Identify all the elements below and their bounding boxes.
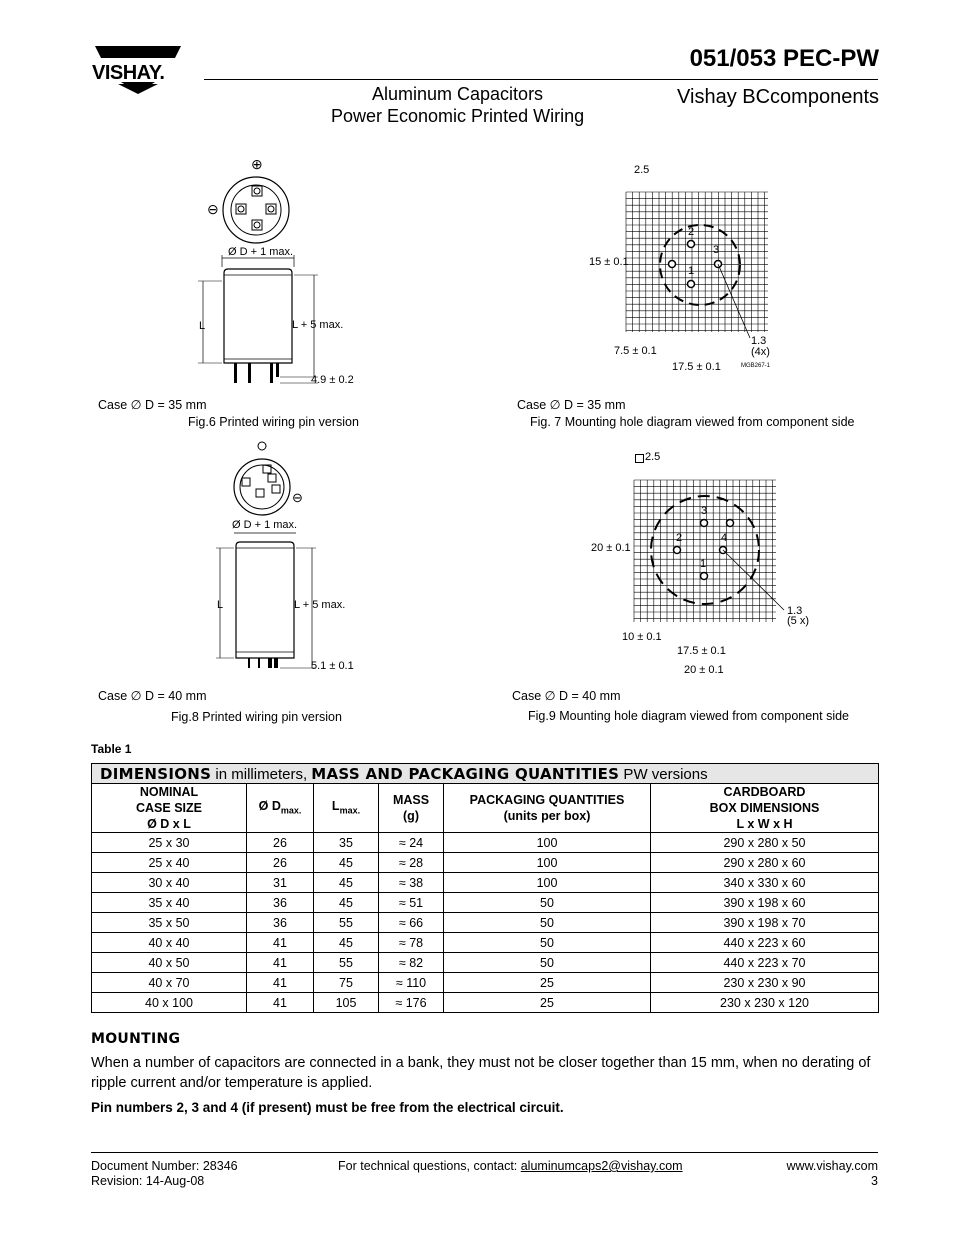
col-header-diameter: Ø $D_{max.}$ [247, 784, 314, 833]
table-cell: 440 x 223 x 70 [651, 953, 879, 973]
fig6-caption: Fig.6 Printed wiring pin version [188, 415, 359, 429]
table-row [92, 913, 879, 933]
table-cell: 390 x 198 x 70 [651, 913, 879, 933]
fig7-pin-2: 2 [688, 226, 695, 238]
fig9-x3-dim: 20 ± 0.1 [684, 664, 724, 676]
table-row [92, 833, 879, 853]
col-header-mass: MASS (g) [379, 784, 444, 833]
table-cell: 230 x 230 x 90 [651, 973, 879, 993]
table-cell: ≈ 78 [379, 933, 444, 953]
table-cell: ≈ 51 [379, 893, 444, 913]
fig7-pitch: 2.5 [634, 164, 650, 176]
doc-number: Document Number: 28346 [91, 1159, 238, 1173]
table-row [92, 993, 879, 1013]
fig8-length-max-label: L + 5 max. [294, 599, 346, 611]
fig9-hole-count: (5 x) [787, 615, 809, 627]
fig6-drawing [190, 155, 360, 400]
fig9-pin-3: 3 [701, 505, 708, 517]
table-cell: 41 [247, 933, 314, 953]
table-cell: 26 [247, 853, 314, 873]
table-row [92, 953, 879, 973]
dimensions-table [91, 763, 879, 1013]
table-cell: 36 [247, 893, 314, 913]
fig8-pin-label: 5.1 ± 0.1 [311, 660, 354, 672]
table-cell: ≈ 176 [379, 993, 444, 1013]
col-header-case-size: NOMINAL CASE SIZE Ø D x L [92, 784, 247, 833]
fig7-x1-dim: 7.5 ± 0.1 [614, 345, 657, 357]
fig9-pin-2: 2 [676, 532, 683, 544]
fig6-diameter-label: Ø D + 1 max. [228, 246, 294, 258]
fig7-caption: Fig. 7 Mounting hole diagram viewed from component side [530, 415, 855, 429]
fig9-pitch: 2.5 [645, 451, 661, 463]
footer-rule [91, 1152, 878, 1153]
table-cell: 50 [444, 893, 651, 913]
table-cell: 50 [444, 953, 651, 973]
table-cell: 40 x 40 [92, 933, 247, 953]
mounting-text: When a number of capacitors are connected in a bank, they must not be closer together than 15 mm, when no derating of ripple current and/or temperature is applied. [91, 1055, 871, 1091]
table-cell: 105 [314, 993, 379, 1013]
header-subtitle-2: Power Economic Printed Wiring [331, 106, 585, 126]
contact-prefix: For technical questions, contact: [338, 1159, 521, 1173]
table-cell: ≈ 24 [379, 833, 444, 853]
fig7-x2-dim: 17.5 ± 0.1 [672, 361, 721, 373]
mounting-heading: MOUNTING [91, 1031, 181, 1047]
header-rule [204, 79, 878, 80]
fig6-pin-label: 4.9 ± 0.2 [311, 374, 354, 386]
table-row [92, 873, 879, 893]
fig9-x1-dim: 10 ± 0.1 [622, 631, 662, 643]
fig9-hole-size: 1.3 [787, 605, 803, 617]
col-header-box: CARDBOARD BOX DIMENSIONS L x W x H [651, 784, 879, 833]
table-cell: 230 x 230 x 120 [651, 993, 879, 1013]
company-name: Vishay BCcomponents [677, 86, 879, 108]
table-cell: 25 [444, 973, 651, 993]
table-cell: 35 x 40 [92, 893, 247, 913]
fig6-plus-terminal: ⊕ [251, 156, 263, 172]
fig6-length-max-label: L + 5 max. [292, 319, 344, 331]
fig6-case-label: Case ∅ D = 35 mm [98, 398, 207, 412]
table-cell: ≈ 110 [379, 973, 444, 993]
table-cell: ≈ 66 [379, 913, 444, 933]
page-number: 3 [871, 1174, 878, 1188]
table-cell: ≈ 82 [379, 953, 444, 973]
contact-line [338, 1159, 683, 1174]
contact-email-link[interactable]: aluminumcaps2@vishay.com [520, 1159, 683, 1173]
table-cell: 100 [444, 853, 651, 873]
col-header-packaging: PACKAGING QUANTITIES (units per box) [444, 784, 651, 833]
table-cell: 25 [444, 993, 651, 1013]
fig7-y-dim: 15 ± 0.1 [589, 256, 629, 268]
fig8-diameter-label: Ø D + 1 max. [232, 519, 298, 531]
table-cell: 100 [444, 873, 651, 893]
table-cell: 440 x 223 x 60 [651, 933, 879, 953]
table-cell: 50 [444, 913, 651, 933]
fig7-hole-count: (4x) [751, 346, 770, 358]
fig9-pin-1: 1 [700, 558, 707, 570]
table-cell: 75 [314, 973, 379, 993]
table-cell: 55 [314, 913, 379, 933]
col-header-length: $L_{max.}$ [314, 784, 379, 833]
table-label: Table 1 [91, 742, 132, 756]
table-cell: 31 [247, 873, 314, 893]
table-cell: 35 x 50 [92, 913, 247, 933]
table-cell: 45 [314, 933, 379, 953]
table-cell: 50 [444, 933, 651, 953]
header-subtitle-1: Aluminum Capacitors [372, 84, 544, 104]
fig7-hole-size: 1.3 [751, 335, 767, 347]
fig6-minus-terminal: ⊖ [207, 201, 219, 217]
table-cell: 25 x 40 [92, 853, 247, 873]
table-row [92, 853, 879, 873]
fig9-caption: Fig.9 Mounting hole diagram viewed from component side [528, 709, 850, 723]
fig8-case-label: Case ∅ D = 40 mm [98, 689, 207, 703]
table-row [92, 893, 879, 913]
website-link[interactable]: www.vishay.com [786, 1159, 878, 1173]
table-row [92, 933, 879, 953]
table-cell: 340 x 330 x 60 [651, 873, 879, 893]
table-cell: 41 [247, 993, 314, 1013]
fig9-y-dim: 20 ± 0.1 [591, 542, 631, 554]
fig6-length-label: L [199, 320, 206, 332]
fig7-pin-1: 1 [688, 265, 695, 277]
part-number: 051/053 PEC-PW [689, 45, 879, 72]
table-cell: 100 [444, 833, 651, 853]
fig7-code: MGB267-1 [741, 363, 771, 369]
table-cell: 390 x 198 x 60 [651, 893, 879, 913]
fig9-case-label: Case ∅ D = 40 mm [512, 689, 621, 703]
table-cell: 41 [247, 953, 314, 973]
table-cell: 36 [247, 913, 314, 933]
fig9-pitch-square [635, 454, 644, 463]
table-cell: 40 x 70 [92, 973, 247, 993]
table-cell: 290 x 280 x 50 [651, 833, 879, 853]
table-cell: 25 x 30 [92, 833, 247, 853]
table-cell: 45 [314, 893, 379, 913]
fig7-pin-3: 3 [713, 244, 720, 256]
fig8-caption: Fig.8 Printed wiring pin version [171, 710, 342, 724]
table-row [92, 973, 879, 993]
table-cell: 30 x 40 [92, 873, 247, 893]
fig7-case-label: Case ∅ D = 35 mm [517, 398, 626, 412]
table-cell: ≈ 38 [379, 873, 444, 893]
table-cell: 45 [314, 873, 379, 893]
fig9-x2-dim: 17.5 ± 0.1 [677, 645, 726, 657]
table-cell: 45 [314, 853, 379, 873]
fig8-length-label: L [217, 599, 224, 611]
table-cell: 35 [314, 833, 379, 853]
table-body [92, 833, 879, 1013]
table-cell: 40 x 50 [92, 953, 247, 973]
table-cell: ≈ 28 [379, 853, 444, 873]
table-cell: 41 [247, 973, 314, 993]
table-cell: 290 x 280 x 60 [651, 853, 879, 873]
table-cell: 55 [314, 953, 379, 973]
revision: Revision: 14-Aug-08 [91, 1174, 205, 1188]
mounting-bold-text: Pin numbers 2, 3 and 4 (if present) must be free from the electrical circuit. [91, 1100, 564, 1115]
table-title: DIMENSIONS in millimeters, MASS AND PACKAGING QUANTITIES PW versions [92, 764, 879, 784]
brand-name: VISHAY. [92, 62, 165, 84]
table-cell: 26 [247, 833, 314, 853]
fig8-minus-terminal: ⊖ [292, 490, 303, 505]
fig8-drawing [200, 440, 370, 685]
table-cell: 40 x 100 [92, 993, 247, 1013]
fig9-pin-4: 4 [721, 532, 728, 544]
